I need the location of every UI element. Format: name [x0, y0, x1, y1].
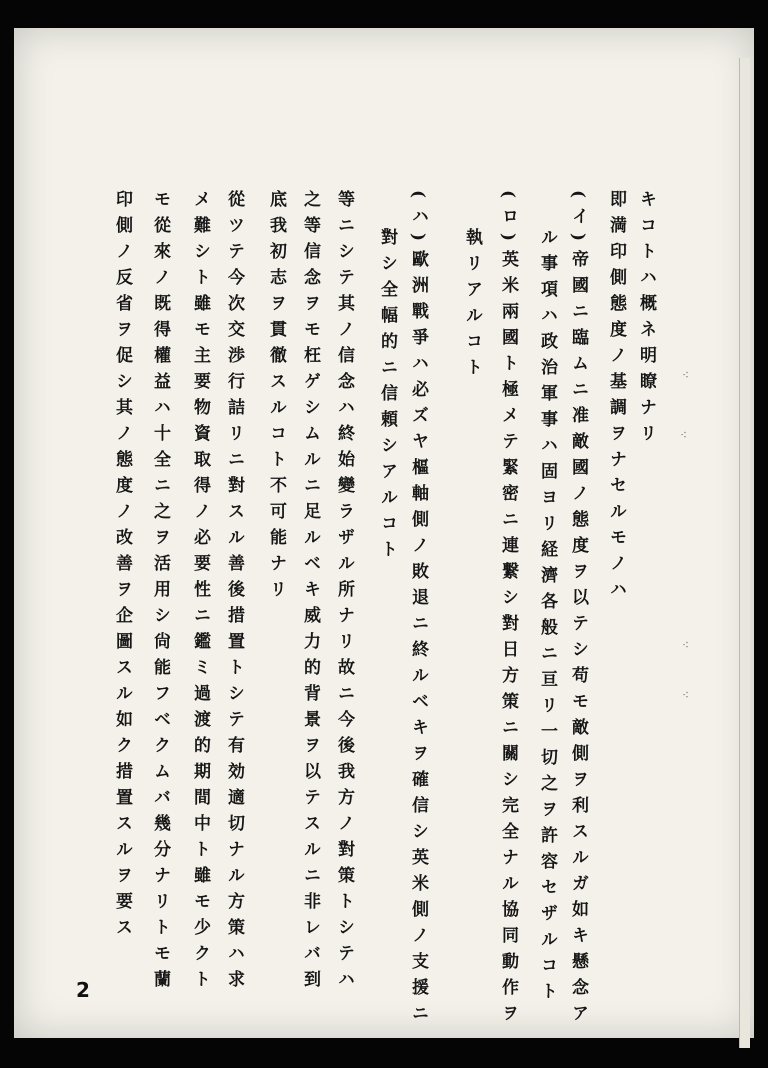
scan-speck: ⁖: [682, 638, 690, 652]
scan-speck: ⁖: [680, 428, 688, 442]
page-edge: [739, 58, 750, 1048]
text-column-6: 執リアルコト: [462, 228, 482, 384]
text-column-12: 從ツテ今次交渉行詰リニ對スル善後措置トシテ有効適切ナル方策ハ求: [224, 190, 244, 996]
text-column-7: (ハ)歐洲戰爭ハ必ズヤ樞軸側ノ敗退ニ終ルベキヲ確信シ英米側ノ支援ニ: [408, 190, 428, 1031]
scan-speck: ⁖: [682, 688, 690, 702]
text-column-13: メ難シト雖モ主要物資取得ノ必要性ニ鑑ミ過渡的期間中ト雖モ少クト: [190, 190, 210, 996]
text-column-14: モ從來ノ既得權益ハ十全ニ之ヲ活用シ尙能フベクムバ幾分ナリトモ蘭: [150, 190, 170, 996]
document-page: [14, 28, 754, 1038]
scan-speck: ⁖: [682, 368, 690, 382]
text-column-11: 底我初志ヲ貫徹スルコト不可能ナリ: [266, 190, 286, 606]
text-column-3: (イ)帝國ニ臨ムニ准敵國ノ態度ヲ以テシ苟モ敵側ヲ利スルガ如キ懸念ア: [568, 190, 588, 1031]
text-column-5: (ロ)英米兩國ト極メテ緊密ニ連繋シ對日方策ニ關シ完全ナル協同動作ヲ: [498, 190, 518, 1031]
text-column-15: 印側ノ反省ヲ促シ其ノ態度ノ改善ヲ企圖スル如ク措置スルヲ要ス: [112, 190, 132, 944]
text-column-8: 對シ全幅的ニ信頼シアルコト: [377, 228, 397, 566]
text-column-9: 等ニシテ其ノ信念ハ終始變ラザル所ナリ故ニ今後我方ノ對策トシテハ: [334, 190, 354, 996]
text-column-4: ル事項ハ政治軍事ハ固ヨリ経濟各般ニ亘リ一切之ヲ許容セザルコト: [537, 228, 557, 1008]
text-column-1: キコトハ概ネ明瞭ナリ: [636, 190, 656, 450]
text-column-2: 即満印側態度ノ基調ヲナセルモノハ: [606, 190, 626, 606]
text-column-10: 之等信念ヲモ枉ゲシムルニ足ルベキ威力的背景ヲ以テスルニ非レバ到: [300, 190, 320, 996]
page-number: 2: [76, 978, 90, 1002]
